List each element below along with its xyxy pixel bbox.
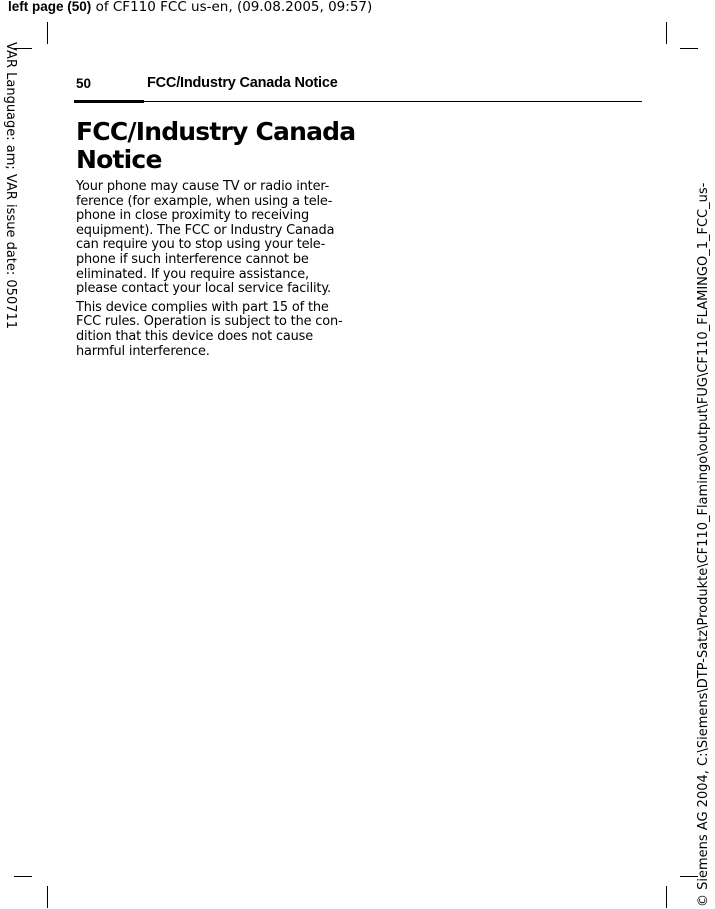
running-header: FCC/Industry Canada Notice xyxy=(147,75,338,91)
print-slug-page: left page (50) xyxy=(8,0,92,14)
text-line: FCC rules. Operation is subject to the con- xyxy=(76,314,343,330)
text-line: ference (for example, when using a tele- xyxy=(76,193,333,209)
text-line: can require you to stop using your tele- xyxy=(76,237,326,253)
text-line: please contact your local service facility. xyxy=(76,281,331,297)
text-line: equipment). The FCC or Industry Canada xyxy=(76,222,335,238)
var-language-text: VAR Language: am; VAR issue date: 050711 xyxy=(3,42,18,330)
section-title xyxy=(76,118,376,174)
crop-mark xyxy=(666,22,667,44)
paragraph-interference xyxy=(76,180,356,297)
body-text xyxy=(76,180,356,363)
section-title-line: FCC/Industry Canada xyxy=(76,117,356,146)
section-title-line: Notice xyxy=(76,145,162,174)
text-line: Your phone may cause TV or radio inter- xyxy=(76,179,330,194)
file-path-text: © Siemens AG 2004, C:\Siemens\DTP-Satz\Produkte\CF110_Flamingo\output\FUG\CF110_FLAMINGO_1_FCC_us- xyxy=(696,182,711,907)
crop-mark xyxy=(47,22,48,44)
print-slug xyxy=(8,0,372,16)
text-line: eliminated. If you require assistance, xyxy=(76,266,309,282)
crop-mark xyxy=(14,876,32,877)
crop-mark xyxy=(47,886,48,908)
text-line: phone if such interference cannot be xyxy=(76,251,309,267)
crop-mark xyxy=(680,48,698,49)
text-line: dition that this device does not cause xyxy=(76,328,314,344)
crop-mark xyxy=(666,886,667,908)
side-slug-left xyxy=(0,42,20,362)
text-line: phone in close proximity to receiving xyxy=(76,208,310,224)
text-line: This device complies with part 15 of the xyxy=(76,299,329,315)
header-rule xyxy=(74,101,642,102)
header-rule-accent xyxy=(74,100,144,103)
print-slug-info: of CF110 FCC us-en, (09.08.2005, 09:57) xyxy=(95,0,373,15)
text-line: harmful interference. xyxy=(76,343,210,359)
side-slug-right xyxy=(695,182,715,907)
page-number: 50 xyxy=(76,76,92,91)
paragraph-compliance xyxy=(76,301,356,359)
